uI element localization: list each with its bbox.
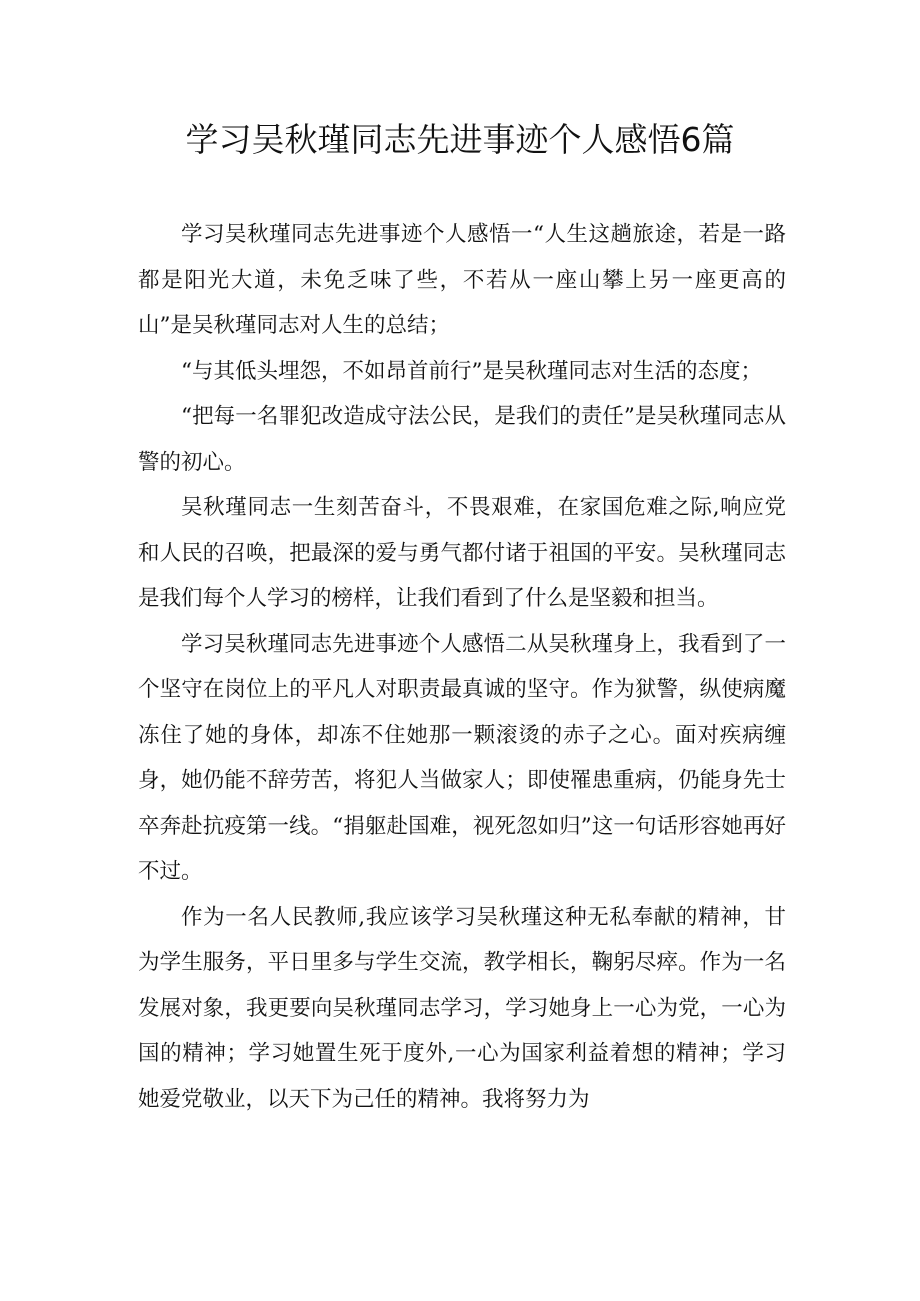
paragraph-5: 学习吴秋瑾同志先进事迹个人感悟二从吴秋瑾身上，我看到了一个坚守在岗位上的平凡人对职责最真诚的坚守。作为狱警，纵使病魔冻住了她的身体，却冻不住她那一颗滚烫的赤子之心。面对疾病缠身，她仍能不辞劳苦，将犯人当做家人；即使罹患重病，仍能身先士卒奔赴抗疫第一线。“捐躯赴国难，视死忽如归”这一句话形容她再好不过。	[138, 631, 786, 884]
document-body	[138, 212, 786, 1122]
document-title: 学习吴秋瑾同志先进事迹个人感悟6篇	[185, 120, 735, 159]
paragraph-2: “与其低头埋怨，不如昂首前行”是吴秋瑾同志对生活的态度；	[181, 358, 762, 384]
paragraph-3: “把每一名罪犯改造成守法公民，是我们的责任”是吴秋瑾同志从警的初心。	[138, 404, 786, 475]
paragraph-4: 吴秋瑾同志一生刻苦奋斗，不畏艰难，在家国危难之际,响应党和人民的召唤，把最深的爱与勇气都付诸于祖国的平安。吴秋瑾同志是我们每个人学习的榜样，让我们看到了什么是坚毅和担当。	[138, 495, 786, 611]
paragraph-1: 学习吴秋瑾同志先进事迹个人感悟一“人生这趟旅途，若是一路都是阳光大道，未免乏味了些，不若从一座山攀上另一座更高的山”是吴秋瑾同志对人生的总结；	[138, 222, 786, 338]
paragraph-6: 作为一名人民教师,我应该学习吴秋瑾这种无私奉献的精神，甘为学生服务，平日里多与学生交流，教学相长，鞠躬尽瘁。作为一名发展对象，我更要向吴秋瑾同志学习，学习她身上一心为党，一心为国的精神；学习她置生死于度外,一心为国家利益着想的精神；学习她爱党敬业，以天下为己任的精神。我将努力为	[138, 904, 786, 1112]
